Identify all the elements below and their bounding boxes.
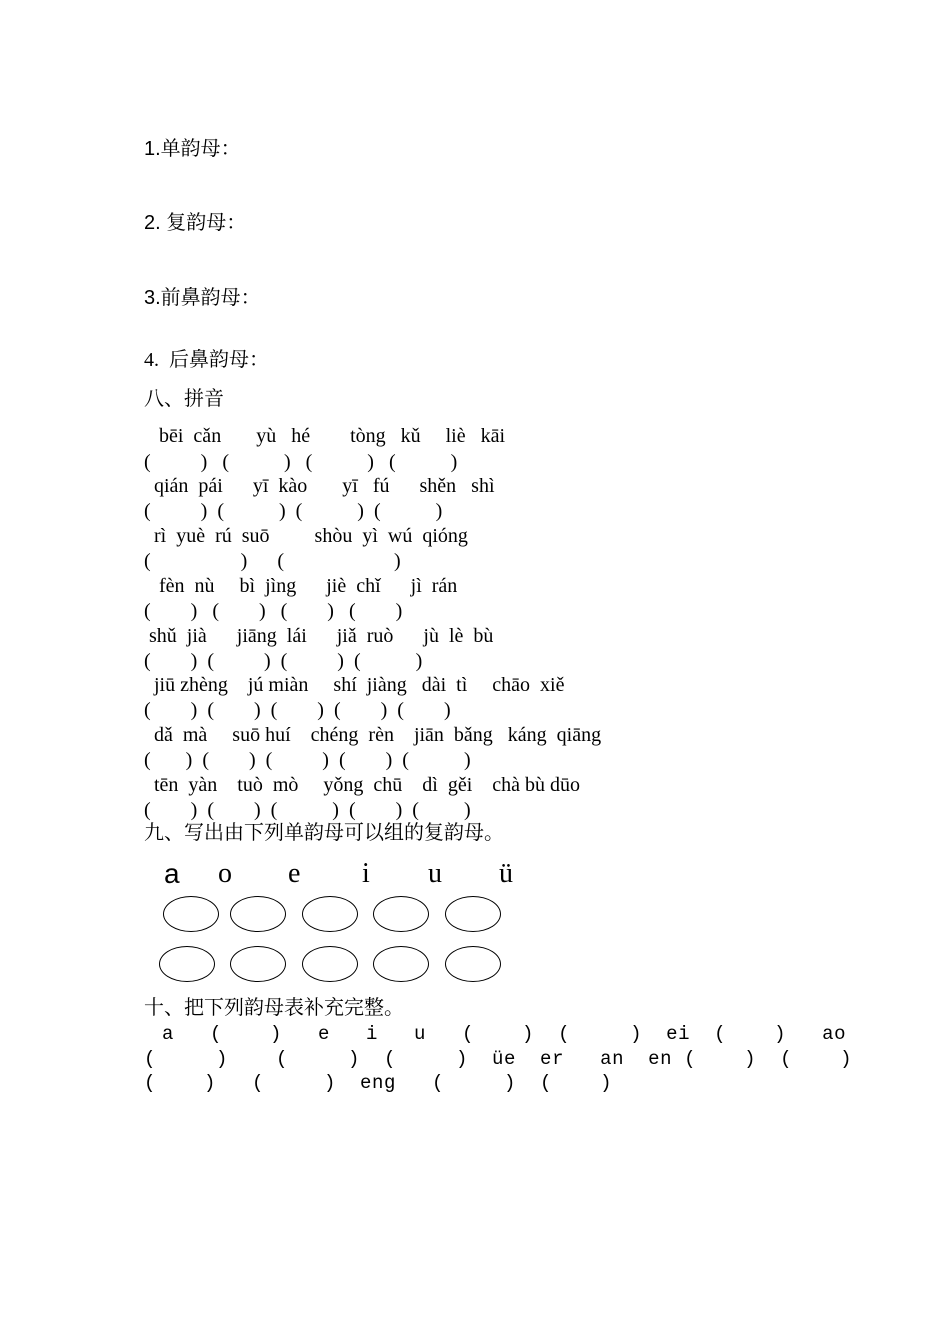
pinyin-row: tēn yàn tuò mò yǒng chū dì gěi chà bù dūo [144, 774, 581, 796]
answer-oval[interactable] [230, 896, 286, 932]
vowel-table-line: ( ) ( ) ( ) üe er an en ( ) ( ) [144, 1048, 853, 1070]
pinyin-row: dǎ mà suō huí chéng rèn jiān bǎng káng qiāng [144, 724, 602, 746]
item-compound-vowels: 2. 复韵母： [144, 212, 247, 234]
pinyin-row: jiū zhèng jú miàn shí jiàng dài tì chāo xiě [144, 674, 565, 696]
answer-blanks-row: ( ) ( ) ( ) ( ) [144, 650, 423, 672]
pinyin-row: bēi cǎn yù hé tòng kǔ liè kāi [144, 425, 506, 447]
answer-oval[interactable] [230, 946, 286, 982]
pinyin-row: qián pái yī kào yī fú shěn shì [144, 475, 495, 497]
vowel-letter-u: u [428, 858, 442, 889]
vowel-letter-o: o [218, 858, 232, 889]
answer-oval[interactable] [445, 896, 501, 932]
answer-oval[interactable] [302, 896, 358, 932]
vowel-table-line: a ( ) e i u ( ) ( ) ei ( ) ao [150, 1023, 847, 1045]
vowel-letter-i: i [362, 858, 370, 889]
answer-blanks-row: ( ) ( ) [144, 550, 401, 572]
answer-blanks-row: ( ) ( ) ( ) ( ) ( ) [144, 699, 451, 721]
item-back-nasal-vowels: 4. 后鼻韵母： [144, 349, 269, 371]
answer-blanks-row: ( ) ( ) ( ) ( ) ( ) [144, 749, 471, 771]
answer-blanks-row: ( ) ( ) ( ) ( ) [144, 600, 403, 622]
vowel-table-line: ( ) ( ) eng ( ) ( ) [144, 1072, 613, 1094]
section-8-title: 八、拼音 [144, 388, 224, 410]
answer-oval[interactable] [445, 946, 501, 982]
pinyin-row: shǔ jià jiāng lái jiǎ ruò jù lè bù [144, 625, 494, 647]
pinyin-row: rì yuè rú suō shòu yì wú qióng [144, 525, 468, 547]
vowel-letter-e: e [288, 858, 301, 889]
item-single-vowels: 1.单韵母： [144, 138, 241, 160]
answer-blanks-row: ( ) ( ) ( ) ( ) ( ) [144, 799, 471, 821]
answer-blanks-row: ( ) ( ) ( ) ( ) [144, 500, 443, 522]
section-9-title: 九、写出由下列单韵母可以组的复韵母。 [144, 822, 504, 844]
answer-blanks-row: ( ) ( ) ( ) ( ) [144, 451, 458, 473]
vowel-letter-a: a [164, 858, 180, 889]
answer-oval[interactable] [302, 946, 358, 982]
pinyin-row: fèn nù bì jìng jiè chǐ jì rán [144, 575, 458, 597]
answer-oval[interactable] [159, 946, 215, 982]
answer-oval[interactable] [373, 896, 429, 932]
vowel-letter-u-umlaut: ü [499, 858, 513, 889]
item-front-nasal-vowels: 3.前鼻韵母： [144, 287, 261, 309]
answer-oval[interactable] [163, 896, 219, 932]
answer-oval[interactable] [373, 946, 429, 982]
section-10-title: 十、把下列韵母表补充完整。 [144, 997, 404, 1019]
